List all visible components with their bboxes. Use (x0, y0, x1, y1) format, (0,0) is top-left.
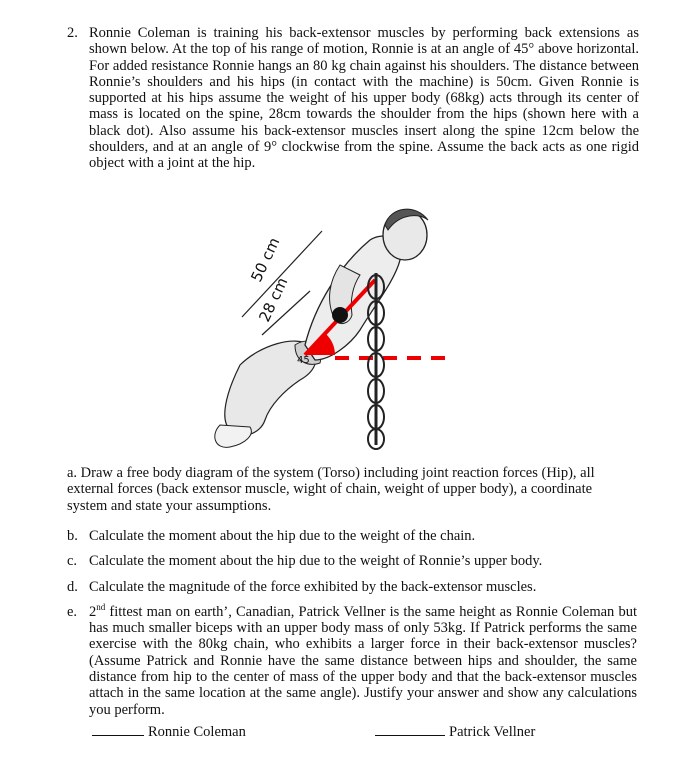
answer-option-ronnie (92, 722, 246, 741)
figure-drawing (200, 195, 470, 460)
question-e-sup: nd (96, 602, 106, 613)
answer-label-ronnie: Ronnie Coleman (148, 724, 246, 740)
back-extension-figure (200, 195, 470, 460)
question-label: e. (67, 603, 78, 620)
question-label: c. (67, 553, 78, 570)
question-d (67, 579, 637, 595)
label-45: 45 (297, 355, 310, 366)
question-label: d. (67, 578, 78, 595)
question-text: Calculate the magnitude of the force exhibited by the back-extensor muscles. (89, 578, 537, 595)
label-28cm: 28 cm (255, 274, 292, 325)
answer-option-patrick (375, 722, 535, 741)
question-label: b. (67, 528, 78, 544)
answer-blank-patrick[interactable] (375, 722, 445, 736)
label-50cm: 50 cm (247, 234, 284, 285)
answer-blank-ronnie[interactable] (92, 722, 144, 736)
question-text: fittest man on earth’, Canadian, Patrick Vellner is the same height as Ronnie Coleman but has much smaller biceps with an upper body mass of only 53kg. If Patrick performs the same exercise with the 80kg chain, who exhibits a larger force in their back-extensor muscles? (Assume Patrick and Ronnie have the same distance between hips and shoulder, the same distance from hip to the center of mass of the upper body and that the back-extensor muscles attach in the same location at the same angle). Justify your answer and show any calculations you perform. (89, 603, 637, 718)
answer-label-patrick: Patrick Vellner (449, 724, 536, 740)
question-a: a. Draw a free body diagram of the system (Torso) including joint reaction forces (Hip), all external forces (back extensor muscle, wight of chain, weight of upper body), a coordinate system and state your assumptions. (67, 465, 595, 514)
center-of-mass-dot (332, 307, 348, 323)
problem-intro: Ronnie Coleman is training his back-extensor muscles by performing back extensions as shown below. At the top of his range of motion, Ronnie is at an angle of 45° above horizontal. For added resistance Ronnie hangs an 80 kg chain against his shoulders. The distance between Ronnie’s shoulders and his hips (in contact with the machine) is 50cm. Given Ronnie is supported at his hips assume the weight of his upper body (68kg) acts through its center of mass is located on the spine, 28cm towards the shoulder from the hips (shown here with a black dot). Also assume his back-extensor muscles insert along the spine 12cm below the shoulders, and at an angle of 9° clockwise from the spine. Assume the back acts as one rigid object with a joint at the hip. (89, 25, 639, 172)
question-b (67, 528, 637, 544)
question-list (67, 528, 637, 727)
question-text: Calculate the moment about the hip due to the weight of Ronnie’s upper body. (89, 553, 543, 570)
foot-outline (215, 425, 252, 447)
question-text: Calculate the moment about the hip due to the weight of the chain. (89, 528, 476, 544)
question-e (67, 604, 637, 718)
question-c (67, 553, 637, 569)
question-e-num: 2 (89, 603, 97, 620)
problem-number: 2. (67, 25, 78, 41)
